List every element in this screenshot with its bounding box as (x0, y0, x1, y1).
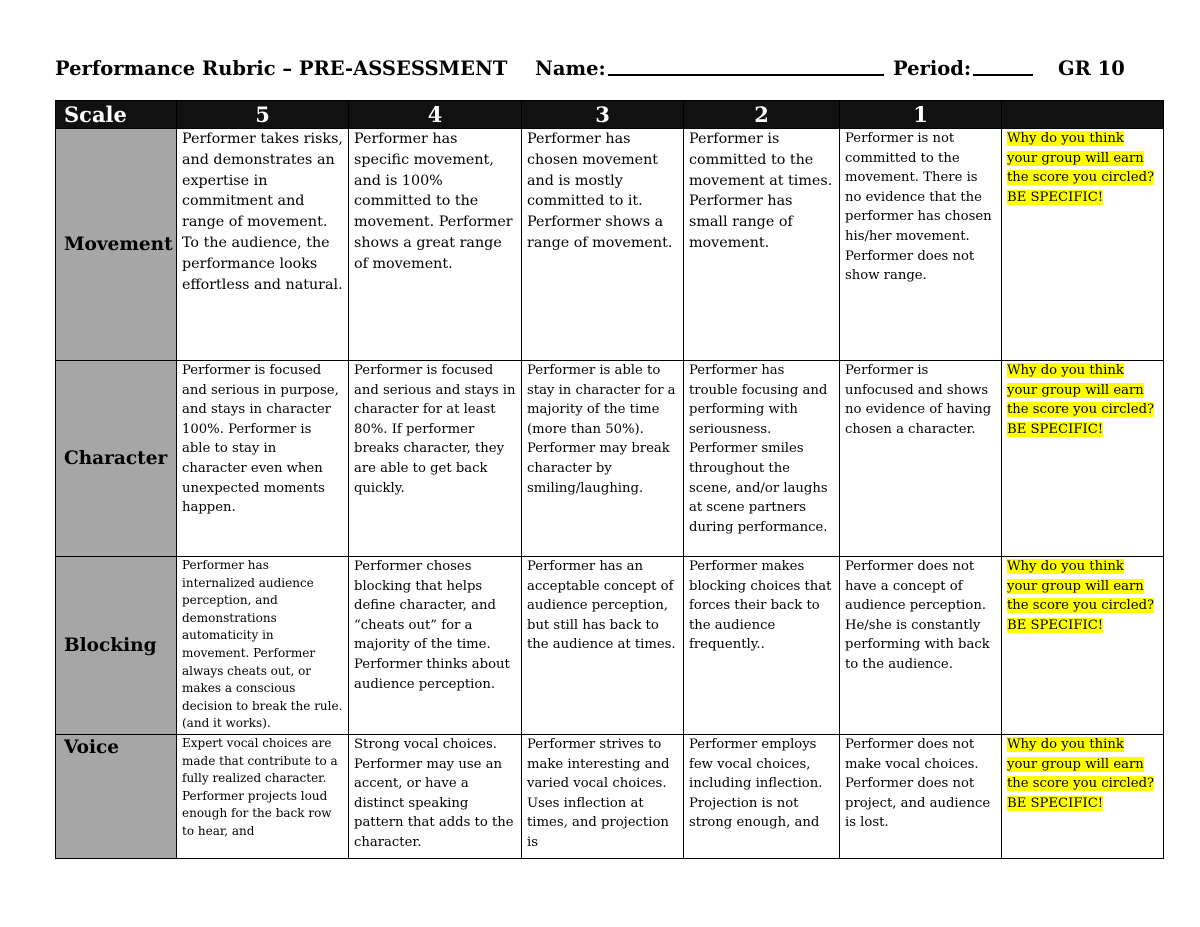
table-row (56, 735, 1164, 859)
table-cell (522, 557, 684, 735)
page-header (55, 57, 1165, 87)
cell-text: Performer is able to stay in character for a majority of the time (more than 50%). Performer may break character by smiling/laughing. (527, 363, 676, 496)
table-row (56, 129, 1164, 361)
reflection-prompt: Why do you think your group will earn the score you circled? BE SPECIFIC! (1007, 737, 1155, 811)
column-header-1: 1 (840, 101, 1002, 129)
table-cell (840, 129, 1002, 361)
table-row (56, 557, 1164, 735)
table-cell (684, 735, 840, 859)
cell-text: Performer is not committed to the movement. There is no evidence that the performer has chosen his/her movement. Performer does not show range. (845, 131, 992, 284)
reflection-prompt: Why do you think your group will earn the score you circled? BE SPECIFIC! (1007, 559, 1155, 633)
cell-text: Performer is unfocused and shows no evidence of having chosen a character. (845, 363, 992, 437)
name-label: Name: (535, 57, 606, 80)
cell-text: Performer does not make vocal choices. Performer does not project, and audience is lost. (845, 737, 991, 831)
period-label: Period: (893, 57, 972, 80)
table-cell (177, 735, 349, 859)
column-header-scale: Scale (56, 101, 177, 129)
table-row (56, 361, 1164, 557)
table-cell (177, 361, 349, 557)
table-cell (349, 129, 522, 361)
cell-text: Performer is committed to the movement at times. Performer has small range of movement. (689, 131, 833, 251)
row-label-voice: Voice (56, 735, 177, 859)
table-cell (349, 361, 522, 557)
name-field[interactable] (535, 57, 606, 80)
cell-text: Performer is focused and serious in purpose, and stays in character 100%. Performer is able to stay in character even when unexpected moments happen. (182, 363, 339, 516)
table-cell (522, 361, 684, 557)
cell-text: Performer has specific movement, and is 100% committed to the movement. Performer shows a great range of movement. (354, 131, 513, 272)
scale-header-row (56, 101, 1164, 129)
column-header-4: 4 (349, 101, 522, 129)
reflection-cell[interactable] (1002, 129, 1164, 361)
reflection-cell[interactable] (1002, 361, 1164, 557)
cell-text: Performer choses blocking that helps define character, and “cheats out” for a majority of the time. Performer thinks about audience perception. (354, 559, 510, 692)
cell-text: Performer strives to make interesting and varied vocal choices. Uses inflection at times, and projection is (527, 737, 670, 850)
table-cell (177, 129, 349, 361)
column-header-reflection (1002, 101, 1164, 129)
table-cell (840, 735, 1002, 859)
reflection-cell[interactable] (1002, 557, 1164, 735)
row-label-blocking: Blocking (56, 557, 177, 735)
cell-text: Performer has an acceptable concept of audience perception, but still has back to the audience at times. (527, 559, 676, 653)
table-cell (684, 361, 840, 557)
page-title: Performance Rubric – PRE-ASSESSMENT (55, 57, 508, 80)
table-cell (522, 735, 684, 859)
table-cell (840, 557, 1002, 735)
table-cell (684, 129, 840, 361)
cell-text: Performer does not have a concept of audience perception. He/she is constantly performing with back to the audience. (845, 559, 990, 672)
table-cell (177, 557, 349, 735)
cell-text: Performer is focused and serious and stays in character for at least 80%. If performer breaks character, they are able to get back quickly. (354, 363, 516, 496)
cell-text: Performer employs few vocal choices, including inflection. Projection is not strong enough, and (689, 737, 823, 831)
row-label-character: Character (56, 361, 177, 557)
cell-text: Performer has internalized audience perception, and demonstrations automaticity in movement. Performer always cheats out, or makes a conscious decision to break the rule. (and it works). (182, 558, 343, 731)
table-cell (349, 735, 522, 859)
table-cell (349, 557, 522, 735)
period-field[interactable] (893, 57, 971, 80)
rubric-table (55, 100, 1164, 859)
cell-text: Performer has chosen movement and is mostly committed to it. Performer shows a range of movement. (527, 131, 673, 251)
table-cell (684, 557, 840, 735)
grade-label: GR 10 (1058, 57, 1125, 80)
period-blank-line[interactable] (973, 57, 1033, 76)
cell-text: Performer has trouble focusing and performing with seriousness. Performer smiles throughout the scene, and/or laughs at scene partners during performance. (689, 363, 828, 535)
cell-text: Performer makes blocking choices that forces their back to the audience frequently.. (689, 559, 832, 653)
cell-text: Expert vocal choices are made that contribute to a fully realized character. Performer projects loud enough for the back row to hear, and (182, 736, 338, 838)
cell-text: Strong vocal choices. Performer may use an accent, or have a distinct speaking pattern that adds to the character. (354, 737, 514, 850)
column-header-3: 3 (522, 101, 684, 129)
cell-text: Performer takes risks, and demonstrates an expertise in commitment and range of movement. To the audience, the performance looks effortless and natural. (182, 131, 343, 293)
table-cell (522, 129, 684, 361)
column-header-2: 2 (684, 101, 840, 129)
table-cell (840, 361, 1002, 557)
reflection-prompt: Why do you think your group will earn the score you circled? BE SPECIFIC! (1007, 131, 1155, 205)
column-header-5: 5 (177, 101, 349, 129)
row-label-movement: Movement (56, 129, 177, 361)
name-blank-line[interactable] (608, 57, 884, 76)
reflection-prompt: Why do you think your group will earn the score you circled? BE SPECIFIC! (1007, 363, 1155, 437)
reflection-cell[interactable] (1002, 735, 1164, 859)
